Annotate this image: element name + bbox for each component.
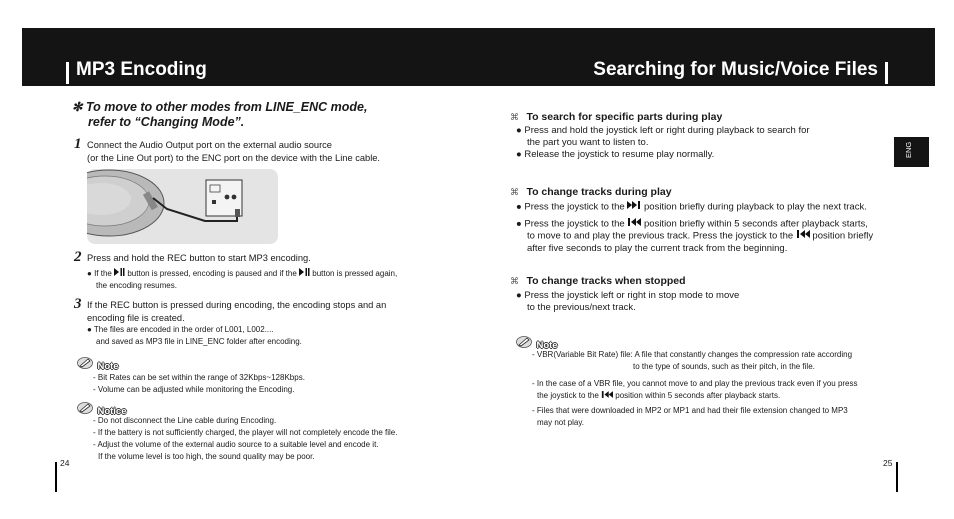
intro-note: ✻ To move to other modes from LINE_ENC mode, refer to “Changing Mode”.	[72, 100, 368, 129]
connection-diagram-svg	[87, 169, 278, 244]
section-marker-icon: ⌘	[510, 276, 519, 286]
right-title-bar	[885, 62, 888, 84]
section-marker-icon: ⌘	[510, 187, 519, 197]
sec-3-heading: ⌘ To change tracks when stopped	[510, 275, 686, 287]
language-tab	[894, 137, 929, 167]
sec-2-bullets: ● Press the joystick to the position briefly during playback to play the next track. ● Press the joystick to the position briefly within 5 seconds after playback starts, to move to and play the previous track. Press the joystick to the position briefly after five seconds to play the current track from the beginning.	[516, 201, 874, 254]
play-pause-icon	[114, 268, 125, 280]
next-track-icon	[627, 201, 641, 213]
bullet-icon: ●	[516, 201, 522, 213]
language-tab-label: ENG	[904, 141, 913, 158]
previous-track-icon	[601, 390, 613, 402]
left-notice-header: Notice	[77, 401, 127, 419]
pencil-note-icon	[77, 356, 93, 374]
left-note-header: Note	[77, 356, 119, 374]
step-3-number: 3	[74, 296, 82, 312]
left-page-rule	[55, 462, 57, 492]
left-note-list: - Bit Rates can be set within the range of 32Kbps~128Kbps. - Volume can be adjusted while monitoring the Encoding.	[93, 373, 305, 394]
step-1-number: 1	[74, 136, 82, 152]
pencil-note-icon	[516, 335, 532, 353]
bullet-icon: ●	[516, 125, 522, 136]
section-marker-icon: ⌘	[510, 112, 519, 122]
bullet-icon: ●	[87, 325, 92, 334]
previous-track-icon	[627, 218, 641, 230]
step-2-number: 2	[74, 249, 82, 265]
bullet-icon: ●	[87, 269, 92, 279]
step-1-text: Connect the Audio Output port on the external audio source (or the Line Out port) to the ENC port on the device with the Line cable.	[87, 140, 381, 163]
left-notice-list: - Do not disconnect the Line cable during Encoding. - If the battery is not sufficiently charged, the player will not completely encode the file. - Adjust the volume of the external audio source to a suitable level and encode it. If the volume level is too high, the sound quality may be poor.	[93, 416, 398, 461]
asterisk-symbol: ✻	[72, 100, 83, 114]
right-page-number: 25	[883, 458, 893, 468]
sec-1-heading: ⌘ To search for specific parts during play	[510, 111, 723, 123]
bullet-icon: ●	[516, 149, 522, 160]
sec-1-bullets: ● Press and hold the joystick left or right during playback to search for the part you want to listen to. ● Release the joystick to resume play normally.	[516, 125, 810, 160]
connection-illustration	[87, 169, 278, 244]
step-2-text: Press and hold the REC button to start MP3 encoding.	[87, 253, 311, 263]
right-page-rule	[896, 462, 898, 492]
sec-3-bullets: ● Press the joystick left or right in stop mode to move to the previous/next track.	[516, 290, 740, 313]
left-page-number: 24	[60, 458, 70, 468]
step-3-bullet: ● The files are encoded in the order of L001, L002.... and saved as MP3 file in LINE_ENC folder after encoding.	[87, 325, 302, 346]
right-page-title: Searching for Music/Voice Files	[593, 59, 878, 80]
previous-track-icon	[796, 230, 810, 242]
step-3-text: If the REC button is pressed during encoding, the encoding stops and an encoding file is created.	[87, 300, 387, 323]
play-pause-icon	[299, 268, 310, 280]
sec-2-heading: ⌘ To change tracks during play	[510, 186, 672, 198]
left-title-bar	[66, 62, 69, 84]
left-page-title: MP3 Encoding	[76, 59, 207, 80]
pencil-note-icon	[77, 401, 93, 419]
bullet-icon: ●	[516, 218, 522, 230]
right-note-list: - VBR(Variable Bit Rate) file: A file that constantly changes the compression rate according to the type of sounds, such as their pitch, in the file. - In the case of a VBR file, you cannot move to and play the previous track even if you press the joystick to the position within 5 seconds after playback starts. - Files that were downloaded in MP2 or MP1 and had their file extension changed to MP3 may not play.	[532, 350, 858, 428]
step-2-bullet: ● If the button is pressed, encoding is paused and if the button is pressed again, the encoding resumes.	[87, 269, 398, 291]
right-note-header: Note	[516, 335, 558, 353]
bullet-icon: ●	[516, 290, 522, 301]
